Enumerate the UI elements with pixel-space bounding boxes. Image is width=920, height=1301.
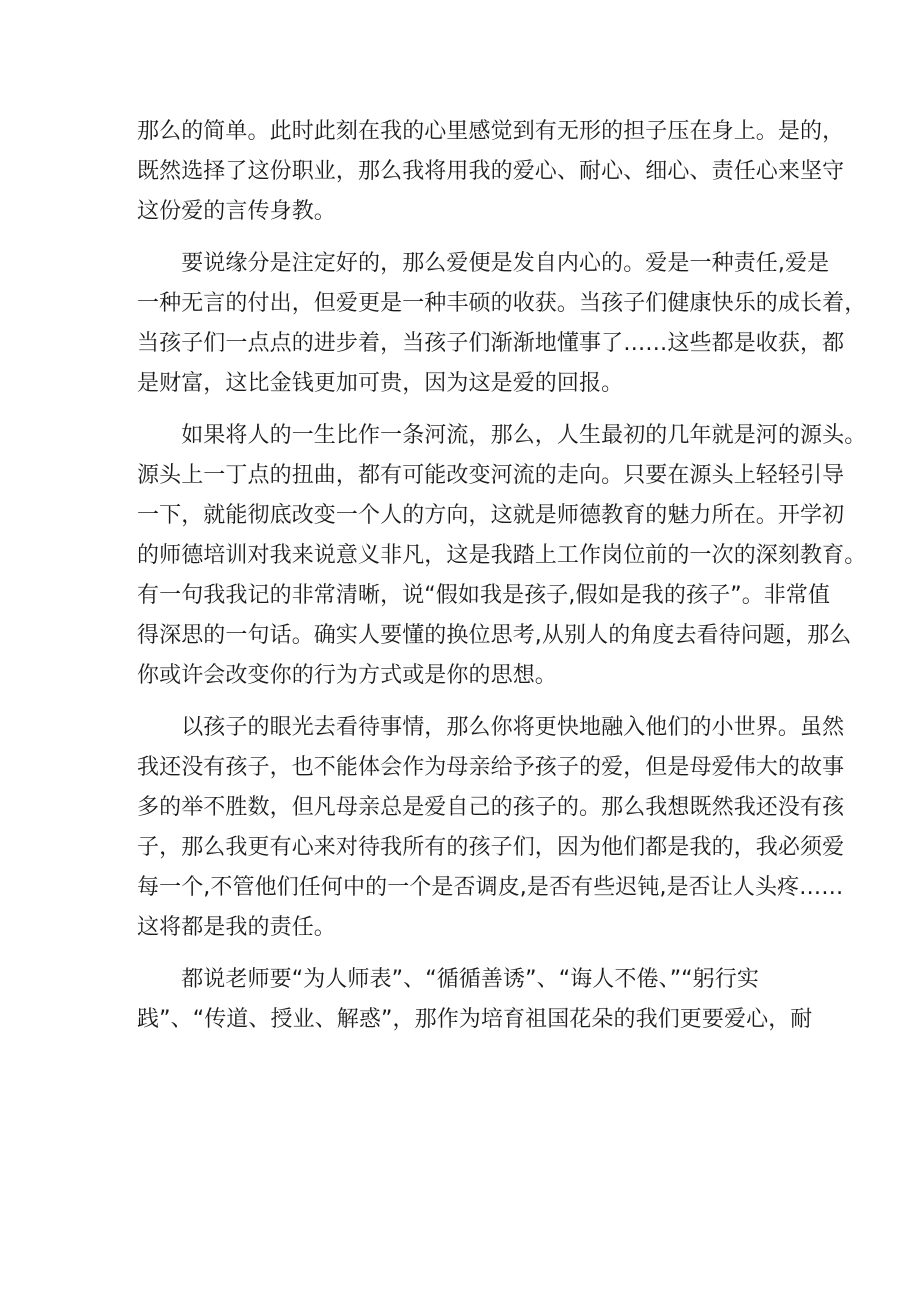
text-line: 多的举不胜数，但凡母亲总是爱自己的孩子的。那么我想既然我还没有孩	[137, 795, 845, 820]
text-line: 如果将人的一生比作一条河流，那么，人生最初的几年就是河的源头。	[137, 423, 867, 448]
paragraph-2	[137, 244, 867, 404]
document-body	[137, 112, 867, 1040]
text-line: 既然选择了这份职业，那么我将用我的爱心、耐心、细心、责任心来坚守	[137, 159, 845, 184]
text-line: 我还没有孩子，也不能体会作为母亲给予孩子的爱，但是母爱伟大的故事	[137, 755, 845, 780]
paragraph-gap	[137, 404, 799, 416]
text-line: 要说缘分是注定好的，那么爱便是发自内心的。爱是一种责任,爱是	[137, 251, 830, 276]
text-line: 这将都是我的责任。	[137, 915, 336, 940]
paragraph-1	[137, 112, 845, 232]
text-line: 有一句我我记的非常清晰，说“假如我是孩子,假如是我的孩子”。非常值	[137, 583, 831, 608]
text-line: 都说老师要“为人师表”、“循循善诱”、“诲人不倦、”“躬行实	[137, 967, 759, 992]
text-line: 当孩子们一点点的进步着，当孩子们渐渐地懂事了……这些都是收获，都	[137, 331, 845, 356]
text-line: 得深思的一句话。确实人要懂的换位思考,从别人的角度去看待问题，那么	[137, 623, 852, 648]
text-line: 的师德培训对我来说意义非凡，这是我踏上工作岗位前的一次的深刻教育。	[137, 543, 867, 568]
text-line: 一下，就能彻底改变一个人的方向，这就是师德教育的魅力所在。开学初	[137, 503, 845, 528]
text-line: 一种无言的付出，但爱更是一种丰硕的收获。当孩子们健康快乐的成长着，	[137, 291, 867, 316]
paragraph-4	[137, 708, 845, 948]
paragraph-gap	[137, 948, 799, 960]
paragraph-3	[137, 416, 867, 696]
paragraph-5	[137, 960, 813, 1040]
text-line: 那么的简单。此时此刻在我的心里感觉到有无形的担子压在身上。是的，	[137, 119, 845, 144]
text-line: 子，那么我更有心来对待我所有的孩子们，因为他们都是我的，我必须爱	[137, 835, 845, 860]
paragraph-gap	[137, 232, 799, 244]
paragraph-gap	[137, 696, 799, 708]
text-line: 以孩子的眼光去看待事情，那么你将更快地融入他们的小世界。虽然	[137, 715, 845, 740]
text-line: 源头上一丁点的扭曲，都有可能改变河流的走向。只要在源头上轻轻引导	[137, 463, 845, 488]
text-line: 践”、“传道、授业、解惑”，那作为培育祖国花朵的我们更要爱心，耐	[137, 1007, 813, 1032]
text-line: 是财富，这比金钱更加可贵，因为这是爱的回报。	[137, 371, 624, 396]
text-line: 每一个,不管他们任何中的一个是否调皮,是否有些迟钝,是否让人头疼……	[137, 875, 844, 900]
text-line: 这份爱的言传身教。	[137, 199, 336, 224]
text-line: 你或许会改变你的行为方式或是你的思想。	[137, 663, 557, 688]
